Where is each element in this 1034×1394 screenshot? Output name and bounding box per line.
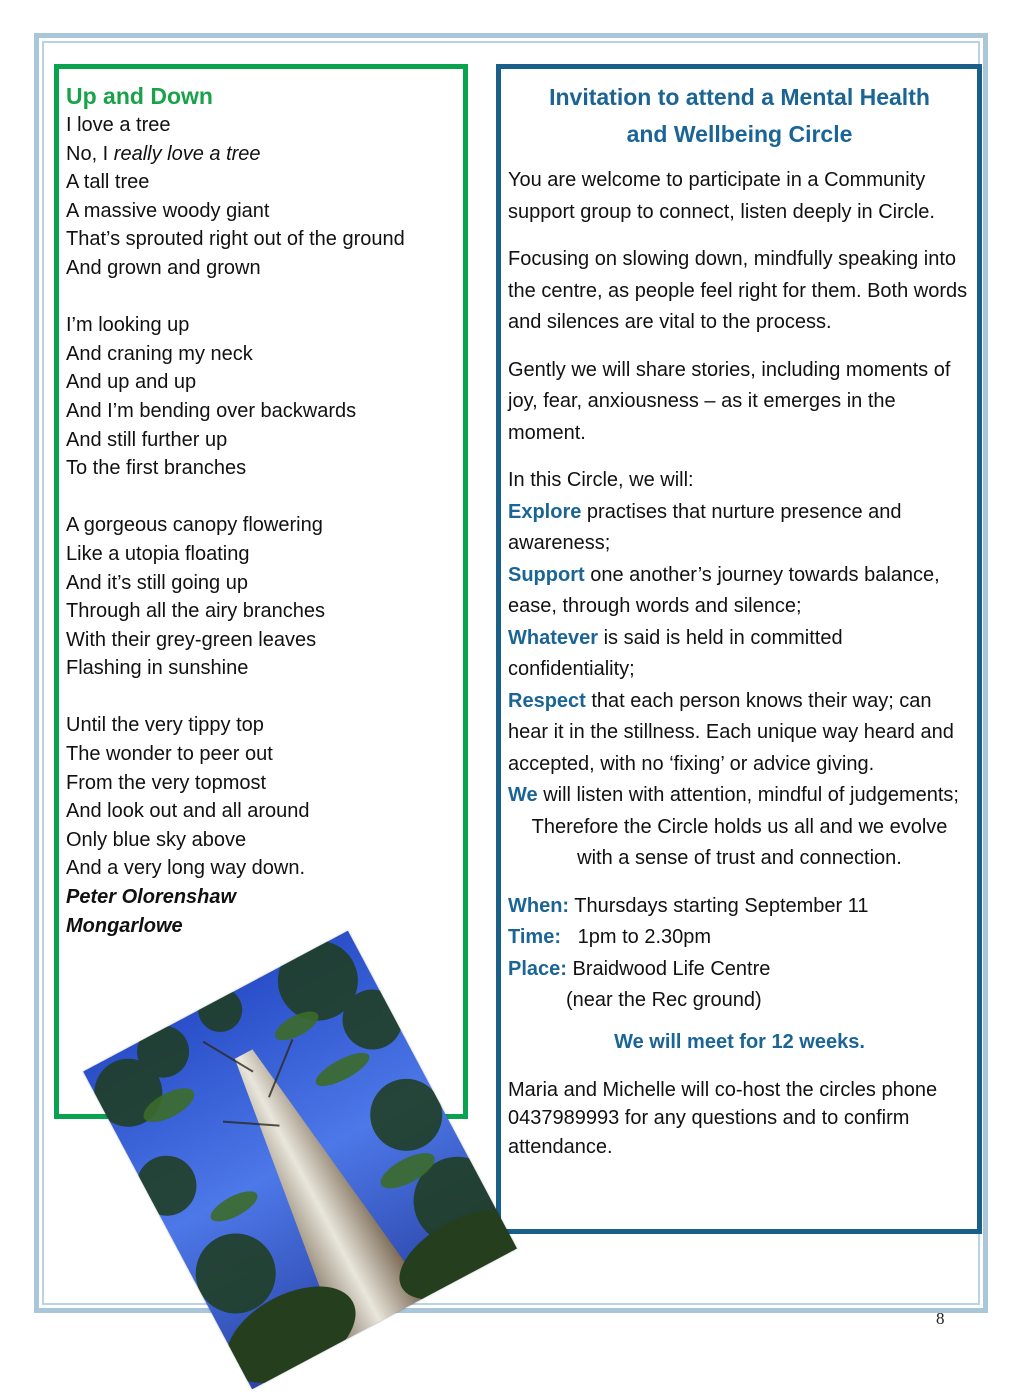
poem-line: Flashing in sunshine bbox=[66, 657, 249, 680]
commitment-item bbox=[508, 497, 971, 560]
when-value: Thursdays starting September 11 bbox=[569, 894, 869, 917]
time-value: 1pm to 2.30pm bbox=[560, 926, 712, 948]
poem-stanza-break bbox=[66, 283, 463, 312]
poem-lines bbox=[66, 111, 463, 940]
invitation-title-line: and Wellbeing Circle bbox=[626, 121, 853, 147]
poem-line: And still further up bbox=[66, 428, 228, 451]
commitment-text: is said is held in committed confidentiality; bbox=[508, 626, 843, 680]
when-row bbox=[508, 891, 971, 923]
commitment-keyword: Respect bbox=[508, 689, 586, 712]
meeting-details bbox=[508, 891, 971, 1017]
commitment-item bbox=[508, 686, 971, 781]
poem-box bbox=[54, 64, 468, 1119]
poem-line: From the very topmost bbox=[66, 771, 267, 794]
poem-author: Peter Olorenshaw bbox=[66, 886, 237, 909]
poem-line: That’s sprouted right out of the ground bbox=[66, 228, 405, 251]
place-label: Place: bbox=[508, 957, 567, 980]
invitation-title-line: Invitation to attend a Mental Health bbox=[549, 84, 930, 110]
focus-paragraph: Focusing on slowing down, mindfully speaking into the centre, as people feel right for them. Both words and silences are vital to the process. bbox=[508, 248, 968, 333]
poem-line: A tall tree bbox=[66, 171, 150, 194]
commitment-text: that each person knows their way; can hear it in the stillness. Each unique way heard and accepted, with no ‘fixing’ or advice giving. bbox=[508, 689, 954, 775]
intro-paragraph: You are welcome to participate in a Community support group to connect, listen deeply in Circle. bbox=[508, 169, 935, 223]
poem-line: Like a utopia floating bbox=[66, 542, 250, 565]
poem-line: A massive woody giant bbox=[66, 199, 270, 222]
poem-line: I love a tree bbox=[66, 114, 171, 136]
commitment-item bbox=[508, 623, 971, 686]
place-value: Braidwood Life Centre bbox=[566, 957, 771, 980]
place-row bbox=[508, 954, 971, 986]
poem-line: And a very long way down. bbox=[66, 857, 306, 880]
poem-line: And craning my neck bbox=[66, 342, 253, 365]
time-label: Time: bbox=[508, 926, 561, 948]
poem-line: With their grey-green leaves bbox=[66, 628, 317, 651]
poem-line: Until the very tippy top bbox=[66, 714, 264, 737]
poem-line: And look out and all around bbox=[66, 800, 310, 823]
poem-title: Up and Down bbox=[66, 83, 213, 109]
invitation-box bbox=[496, 64, 982, 1234]
poem-line: I’m looking up bbox=[66, 314, 190, 337]
commitment-text: one another’s journey towards balance, ease, through words and silence; bbox=[508, 563, 940, 617]
poem-line-prefix: No, I bbox=[66, 142, 114, 165]
commitment-text: practises that nurture presence and awareness; bbox=[508, 500, 902, 554]
commitment-item bbox=[508, 780, 971, 812]
poem-line: Through all the airy branches bbox=[66, 600, 326, 623]
page-number: 8 bbox=[936, 1309, 945, 1328]
poem-line: And it’s still going up bbox=[66, 571, 248, 594]
poem-line: To the first branches bbox=[66, 457, 247, 480]
poem-line: A gorgeous canopy flowering bbox=[66, 514, 323, 537]
commitment-keyword: Explore bbox=[508, 500, 582, 523]
invitation-title bbox=[508, 79, 971, 153]
poem-line-italic: really love a tree bbox=[113, 142, 261, 165]
poem-line-emphasis bbox=[66, 140, 463, 169]
poem-line: And I’m bending over backwards bbox=[66, 399, 357, 422]
poem-location: Mongarlowe bbox=[66, 914, 183, 937]
time-row bbox=[508, 922, 971, 954]
poem-line: And up and up bbox=[66, 371, 197, 394]
contact-paragraph: Maria and Michelle will co-host the circles phone 0437989993 for any questions and to confirm attendance. bbox=[508, 1078, 938, 1158]
poem-line: And grown and grown bbox=[66, 256, 261, 279]
commitment-text: will listen with attention, mindful of judgements; bbox=[537, 784, 959, 806]
when-label: When: bbox=[508, 894, 570, 917]
commitment-keyword: Whatever bbox=[508, 626, 599, 649]
poem-stanza-break bbox=[66, 683, 463, 712]
poem-line: Only blue sky above bbox=[66, 828, 247, 851]
meeting-duration-note: We will meet for 12 weeks. bbox=[614, 1030, 865, 1053]
commitments-intro: In this Circle, we will: bbox=[508, 469, 694, 491]
poem-stanza-break bbox=[66, 483, 463, 512]
place-note: (near the Rec ground) bbox=[566, 989, 762, 1011]
closing-statement: Therefore the Circle holds us all and we evolve with a sense of trust and connection. bbox=[531, 815, 948, 869]
sharing-paragraph: Gently we will share stories, including moments of joy, fear, anxiousness – as it emerges in the moment. bbox=[508, 358, 951, 444]
commitment-keyword: Support bbox=[508, 563, 585, 586]
commitment-item bbox=[508, 560, 971, 623]
commitment-keyword: We bbox=[508, 784, 538, 806]
circle-commitments bbox=[508, 465, 971, 875]
poem-line: The wonder to peer out bbox=[66, 743, 273, 766]
